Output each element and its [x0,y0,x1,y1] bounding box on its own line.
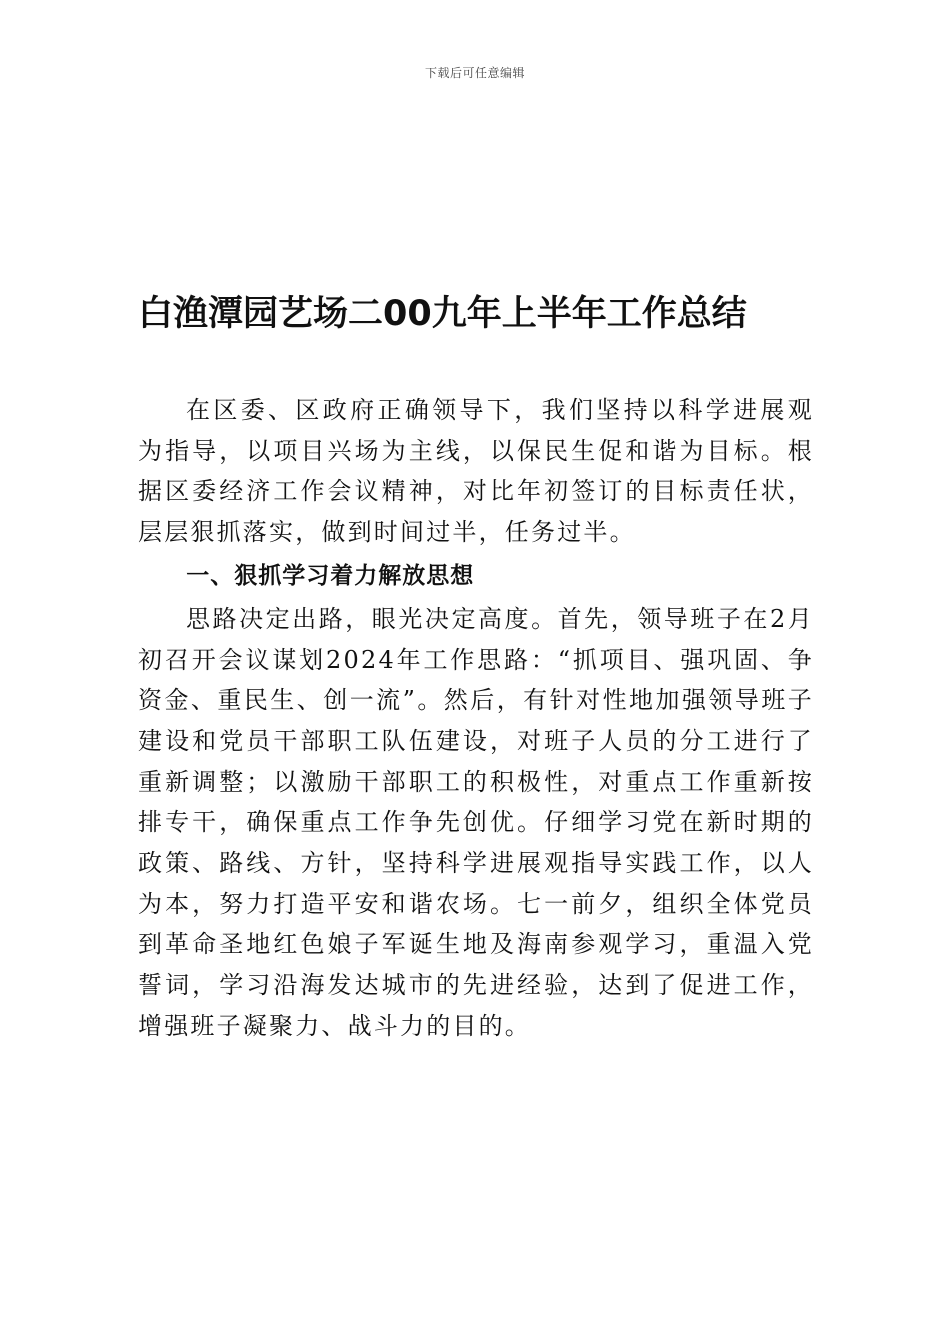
section-heading: 一、狠抓学习着力解放思想 [186,562,475,589]
document-title: 白渔潭园艺场二00九年上半年工作总结 [138,294,747,334]
intro-paragraph: 在区委、区政府正确领导下，我们坚持以科学进展观为指导，以项目兴场为主线，以保民生促和谐为目标。根据区委经济工作会议精神，对比年初签订的目标责任状，层层狠抓落实，做到时间过半，任务过半。 [138,396,814,547]
page-header-note: 下载后可任意编辑 [424,66,525,80]
document-body [138,390,814,1047]
section-paragraph: 思路决定出路，眼光决定高度。首先，领导班子在2月初召开会议谋划2024年工作思路：“抓项目、强巩固、争资金、重民生、创一流”。然后，有针对性地加强领导班子建设和党员干部职工队伍建设，对班子人员的分工进行了重新调整；以激励干部职工的积极性，对重点工作重新按排专干，确保重点工作争先创优。仔细学习党在新时期的政策、路线、方针，坚持科学进展观指导实践工作，以人为本，努力打造平安和谐农场。七一前夕，组织全体党员到革命圣地红色娘子军诞生地及海南参观学习，重温入党誓词，学习沿海发达城市的先进经验，达到了促进工作，增强班子凝聚力、战斗力的目的。 [138,604,814,1040]
